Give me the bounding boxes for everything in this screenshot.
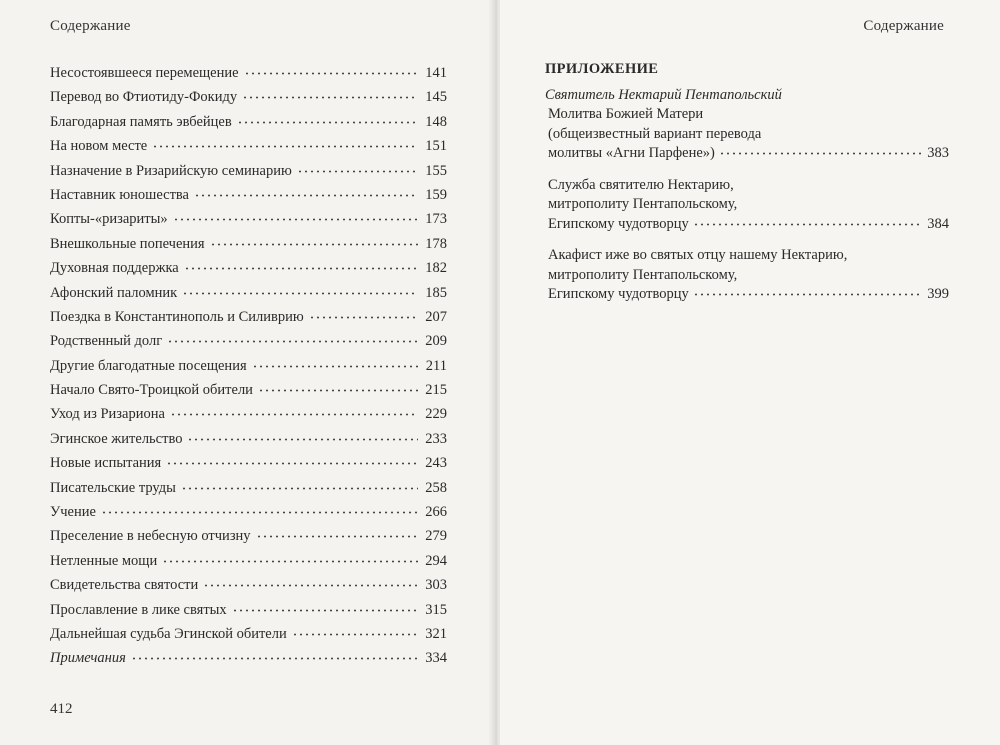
toc-entry-title: Внешкольные попечения	[50, 235, 205, 252]
dot-leader	[173, 217, 418, 222]
toc-entry-title: Эгинское жительство	[50, 430, 183, 447]
dot-leader	[256, 534, 418, 539]
dot-leader	[167, 339, 418, 344]
toc-entry-title: Свидетельства святости	[50, 577, 199, 594]
running-head-left: Содержание	[50, 18, 131, 34]
toc-entry-page: 185	[425, 284, 447, 301]
appendix-author: Святитель Нектарий Пентапольский	[545, 87, 782, 103]
toc-entry-page: 215	[425, 382, 447, 399]
toc-entry[interactable]	[50, 648, 447, 672]
toc-entry[interactable]	[50, 502, 447, 526]
entry-line: Египскому чудотворцу	[548, 286, 689, 302]
toc-entry-title: Другие благодатные посещения	[50, 357, 247, 374]
toc-entry[interactable]	[50, 380, 447, 404]
entry-line: Служба святителю Нектарию,	[548, 176, 734, 193]
toc-entry-title: Копты-«ризариты»	[50, 211, 168, 228]
toc-entry-page: 334	[425, 650, 447, 667]
dot-leader	[258, 388, 418, 393]
toc-entry-title: Духовная поддержка	[50, 260, 179, 277]
dot-leader	[152, 144, 418, 149]
entry-page-number: 384	[927, 215, 949, 232]
toc-entry-title: Благодарная память эвбейцев	[50, 113, 232, 130]
dot-leader	[187, 437, 418, 442]
toc-entry[interactable]	[50, 307, 447, 331]
toc-entry-title: Начало Свято-Троицкой обители	[50, 382, 253, 399]
dot-leader	[101, 510, 418, 515]
appendix-entry[interactable]	[548, 105, 949, 164]
dot-leader	[244, 71, 418, 76]
toc-entry[interactable]	[50, 551, 447, 575]
toc-entry[interactable]	[50, 161, 447, 185]
toc-entry[interactable]	[50, 526, 447, 550]
entry-last-line	[548, 215, 949, 235]
dot-leader	[184, 266, 418, 271]
toc-entry-title: Учение	[50, 504, 96, 521]
toc-entry[interactable]	[50, 87, 447, 111]
toc-entry-page: 141	[425, 65, 447, 81]
toc-entry-title: Преселение в небесную отчизну	[50, 528, 251, 545]
entry-line: (общеизвестный вариант перевода	[548, 125, 762, 142]
dot-leader	[131, 656, 418, 661]
toc-entry-title: Писательские труды	[50, 479, 176, 496]
entry-line: митрополиту Пентапольскому,	[548, 266, 738, 283]
toc-entry-page: 155	[425, 162, 447, 179]
entry-line: молитвы «Агни Парфене»)	[548, 145, 715, 161]
toc-entry[interactable]	[50, 600, 447, 624]
entry-page-number: 399	[927, 286, 949, 302]
dot-leader	[292, 632, 418, 637]
dot-leader	[693, 292, 923, 297]
toc-entry-title: Поездка в Константинополь и Силиврию	[50, 308, 304, 325]
toc-entry-page: 315	[425, 601, 447, 618]
toc-entry-page: 233	[425, 430, 447, 447]
dot-leader	[194, 193, 418, 198]
toc-entry[interactable]	[50, 453, 447, 477]
entry-page-number: 383	[927, 145, 949, 161]
toc-entry-page: 211	[425, 357, 447, 374]
dot-leader	[237, 120, 418, 125]
entry-line: Акафист иже во святых отцу нашему Нектарию,	[548, 247, 848, 263]
entry-line: митрополиту Пентапольскому,	[548, 196, 738, 212]
toc-entry-title: Уход из Ризариона	[50, 406, 165, 423]
dot-leader	[232, 608, 418, 613]
toc-entry[interactable]	[50, 624, 447, 648]
toc-entry-page: 294	[425, 552, 447, 569]
toc-entry-page: 303	[425, 577, 447, 594]
toc-entry[interactable]	[50, 478, 447, 502]
toc-entry-page: 145	[425, 89, 447, 106]
dot-leader	[297, 169, 418, 174]
entry-line: Молитва Божией Матери	[548, 106, 704, 122]
toc-entry-title: Перевод во Фтиотиду-Фокиду	[50, 89, 238, 106]
toc-entry-page: 258	[425, 479, 447, 496]
toc-entry-title: На новом месте	[50, 138, 148, 155]
dot-leader	[210, 242, 418, 247]
toc-entry-title: Нетленные мощи	[50, 552, 158, 569]
toc-entry[interactable]	[50, 136, 447, 160]
dot-leader	[693, 222, 923, 227]
appendix-section	[545, 61, 949, 317]
toc-entry-page: 243	[425, 455, 447, 472]
appendix-entry[interactable]	[548, 246, 949, 305]
toc-entry-title: Дальнейшая судьба Эгинской обители	[50, 625, 287, 642]
dot-leader	[719, 151, 923, 156]
toc-entry-title: Несостоявшееся перемещение	[50, 65, 239, 81]
toc-entry-page: 148	[425, 113, 447, 130]
toc-entry-title: Назначение в Ризарийскую семинарию	[50, 162, 292, 179]
toc-entry-page: 209	[425, 333, 447, 350]
toc-entry-page: 207	[425, 308, 447, 325]
toc-entry[interactable]	[50, 429, 447, 453]
dot-leader	[166, 461, 418, 466]
left-page	[0, 0, 492, 745]
toc-entry-page: 321	[425, 625, 447, 642]
toc-entry-page: 151	[425, 138, 447, 155]
toc-entry[interactable]	[50, 234, 447, 258]
toc-entry[interactable]	[50, 283, 447, 307]
toc-entry[interactable]	[50, 575, 447, 599]
toc-entry[interactable]	[50, 209, 447, 233]
toc-entry-page: 159	[425, 186, 447, 203]
dot-leader	[162, 559, 418, 564]
toc-entry-title: Новые испытания	[50, 455, 162, 472]
toc-entry-page: 229	[425, 406, 447, 423]
page-number: 412	[50, 701, 73, 717]
toc-entry-title: Наставник юношества	[50, 186, 189, 203]
dot-leader	[182, 291, 418, 296]
appendix-entry[interactable]	[548, 176, 949, 235]
toc-entry[interactable]	[50, 185, 447, 209]
running-head-right: Содержание	[863, 18, 944, 34]
entry-last-line	[548, 285, 949, 305]
toc-entry-title: Примечания	[50, 650, 126, 667]
dot-leader	[242, 95, 418, 100]
toc-entry-page: 178	[425, 235, 447, 252]
appendix-title: ПРИЛОЖЕНИЕ	[545, 61, 659, 77]
toc-entry[interactable]	[50, 112, 447, 136]
toc-entry-page: 173	[425, 211, 447, 228]
table-of-contents	[50, 63, 447, 673]
toc-entry[interactable]	[50, 258, 447, 282]
dot-leader	[203, 583, 418, 588]
toc-entry-page: 266	[425, 504, 447, 521]
dot-leader	[170, 412, 418, 417]
toc-entry-page: 279	[425, 528, 447, 545]
toc-entry[interactable]	[50, 331, 447, 355]
dot-leader	[252, 364, 418, 369]
toc-entry[interactable]	[50, 63, 447, 87]
toc-entry-title: Афонский паломник	[50, 284, 178, 301]
entry-line: Египскому чудотворцу	[548, 215, 689, 232]
toc-entry-title: Родственный долг	[50, 333, 163, 350]
entry-last-line	[548, 144, 949, 164]
toc-entry[interactable]	[50, 404, 447, 428]
toc-entry-page: 182	[425, 260, 447, 277]
toc-entry[interactable]	[50, 356, 447, 380]
toc-entry-title: Прославление в лике святых	[50, 601, 227, 618]
dot-leader	[181, 486, 418, 491]
right-page	[500, 0, 1000, 745]
dot-leader	[309, 315, 418, 320]
